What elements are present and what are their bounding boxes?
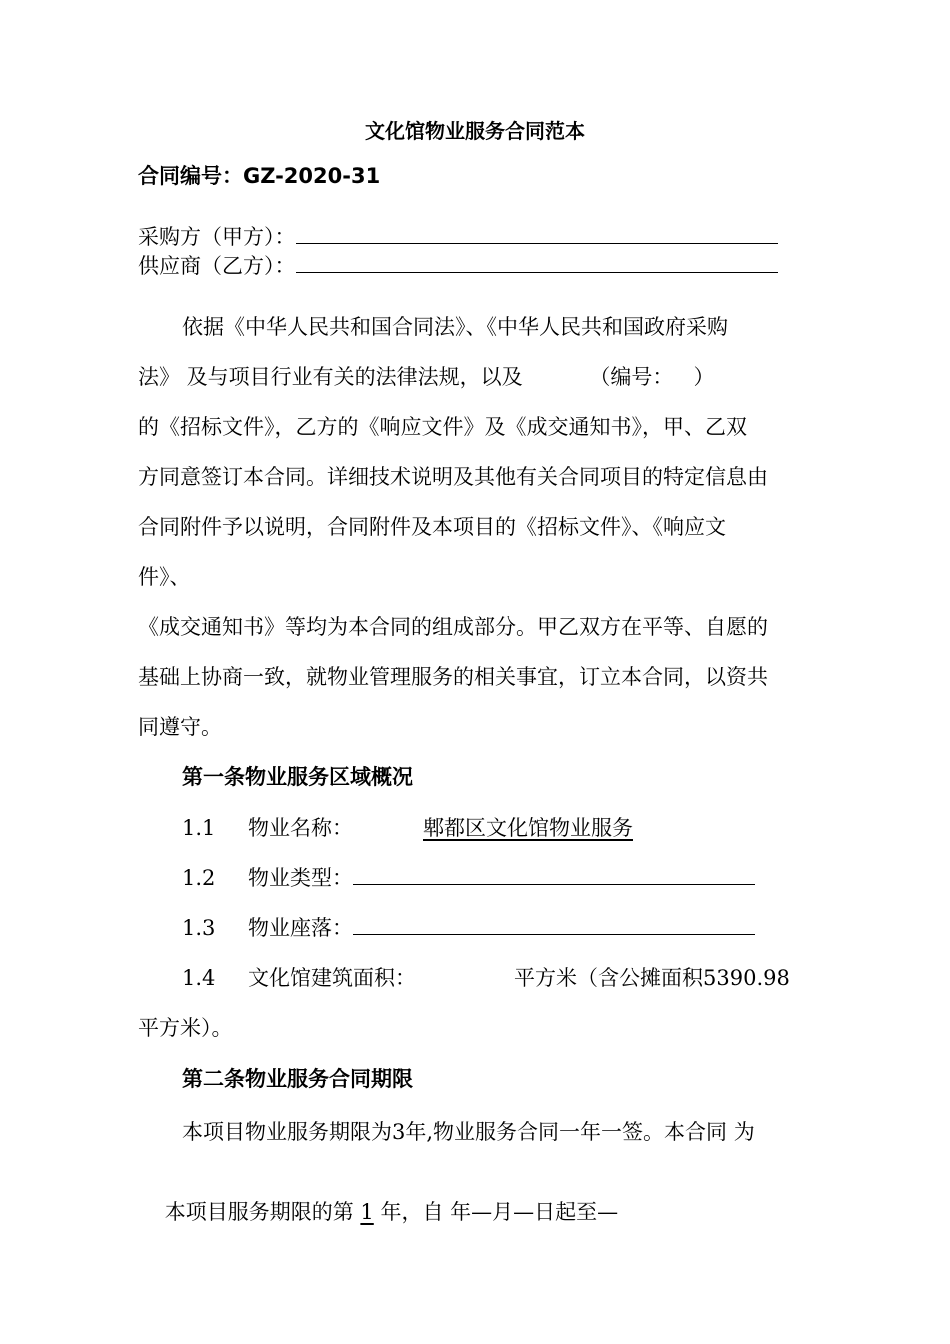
section1-heading: 第一条物业服务区域概况	[182, 765, 413, 789]
item-1-1-number: 1.1	[182, 816, 216, 840]
item-1-1-label: 物业名称：	[248, 816, 353, 840]
section2-heading: 第二条物业服务合同期限	[182, 1067, 413, 1091]
section2-line-2	[138, 1167, 618, 1257]
property-name-value: 郫都区文化馆物业服务	[423, 816, 633, 840]
intro-line-6: 件》、	[138, 565, 191, 589]
intro-line-1: 依据《中华人民共和国合同法》、《中华人民共和国政府采购	[182, 315, 728, 339]
item-1-3-number: 1.3	[182, 916, 216, 940]
item-1-3-label: 物业座落：	[248, 916, 353, 940]
intro-line-3: 的《招标文件》，乙方的《响应文件》及《成交通知书》，甲、乙双	[138, 415, 747, 439]
item-1-4-number: 1.4	[182, 966, 216, 990]
item-1-2-label: 物业类型：	[248, 866, 353, 890]
purchaser-label: 采购方（甲方）：	[138, 225, 296, 249]
item-1-4-continuation: 平方米）。	[138, 1016, 233, 1040]
supplier-blank	[296, 252, 778, 273]
intro-line-2: 法》 及与项目行业有关的法律法规，以及 （编号： ）	[138, 365, 715, 389]
item-1-2	[182, 863, 755, 893]
building-area-value: 平方米（含公摊面积5390.98	[514, 966, 790, 990]
purchaser-blank	[296, 223, 778, 244]
property-location-blank	[353, 914, 755, 935]
property-type-blank	[353, 864, 755, 885]
item-1-4	[182, 963, 790, 993]
supplier-label: 供应商（乙方）：	[138, 254, 296, 278]
purchaser-line	[138, 222, 778, 252]
term-suffix: 年，自 年—月—日起至—	[373, 1200, 619, 1224]
intro-line-4: 方同意签订本合同。详细技术说明及其他有关合同项目的特定信息由	[138, 465, 768, 489]
intro-line-8: 基础上协商一致，就物业管理服务的相关事宜，订立本合同，以资共	[138, 665, 768, 689]
supplier-line	[138, 251, 778, 281]
section2-line-1: 本项目物业服务期限为3年,物业服务合同一年一签。本合同 为	[182, 1120, 755, 1144]
contract-number: 合同编号：GZ-2020-31	[138, 164, 381, 188]
term-prefix: 本项目服务期限的第	[164, 1200, 361, 1224]
item-1-3	[182, 913, 755, 943]
intro-line-5: 合同附件予以说明，合同附件及本项目的《招标文件》、《响应文	[138, 515, 726, 539]
document-title: 文化馆物业服务合同范本	[365, 119, 585, 143]
intro-line-7: 《成交通知书》等均为本合同的组成部分。甲乙双方在平等、自愿的	[138, 615, 768, 639]
intro-line-9: 同遵守。	[138, 715, 222, 739]
item-1-2-number: 1.2	[182, 866, 216, 890]
term-year-value: 1	[360, 1200, 374, 1224]
item-1-1	[182, 813, 633, 843]
item-1-4-label: 文化馆建筑面积：	[248, 966, 416, 990]
